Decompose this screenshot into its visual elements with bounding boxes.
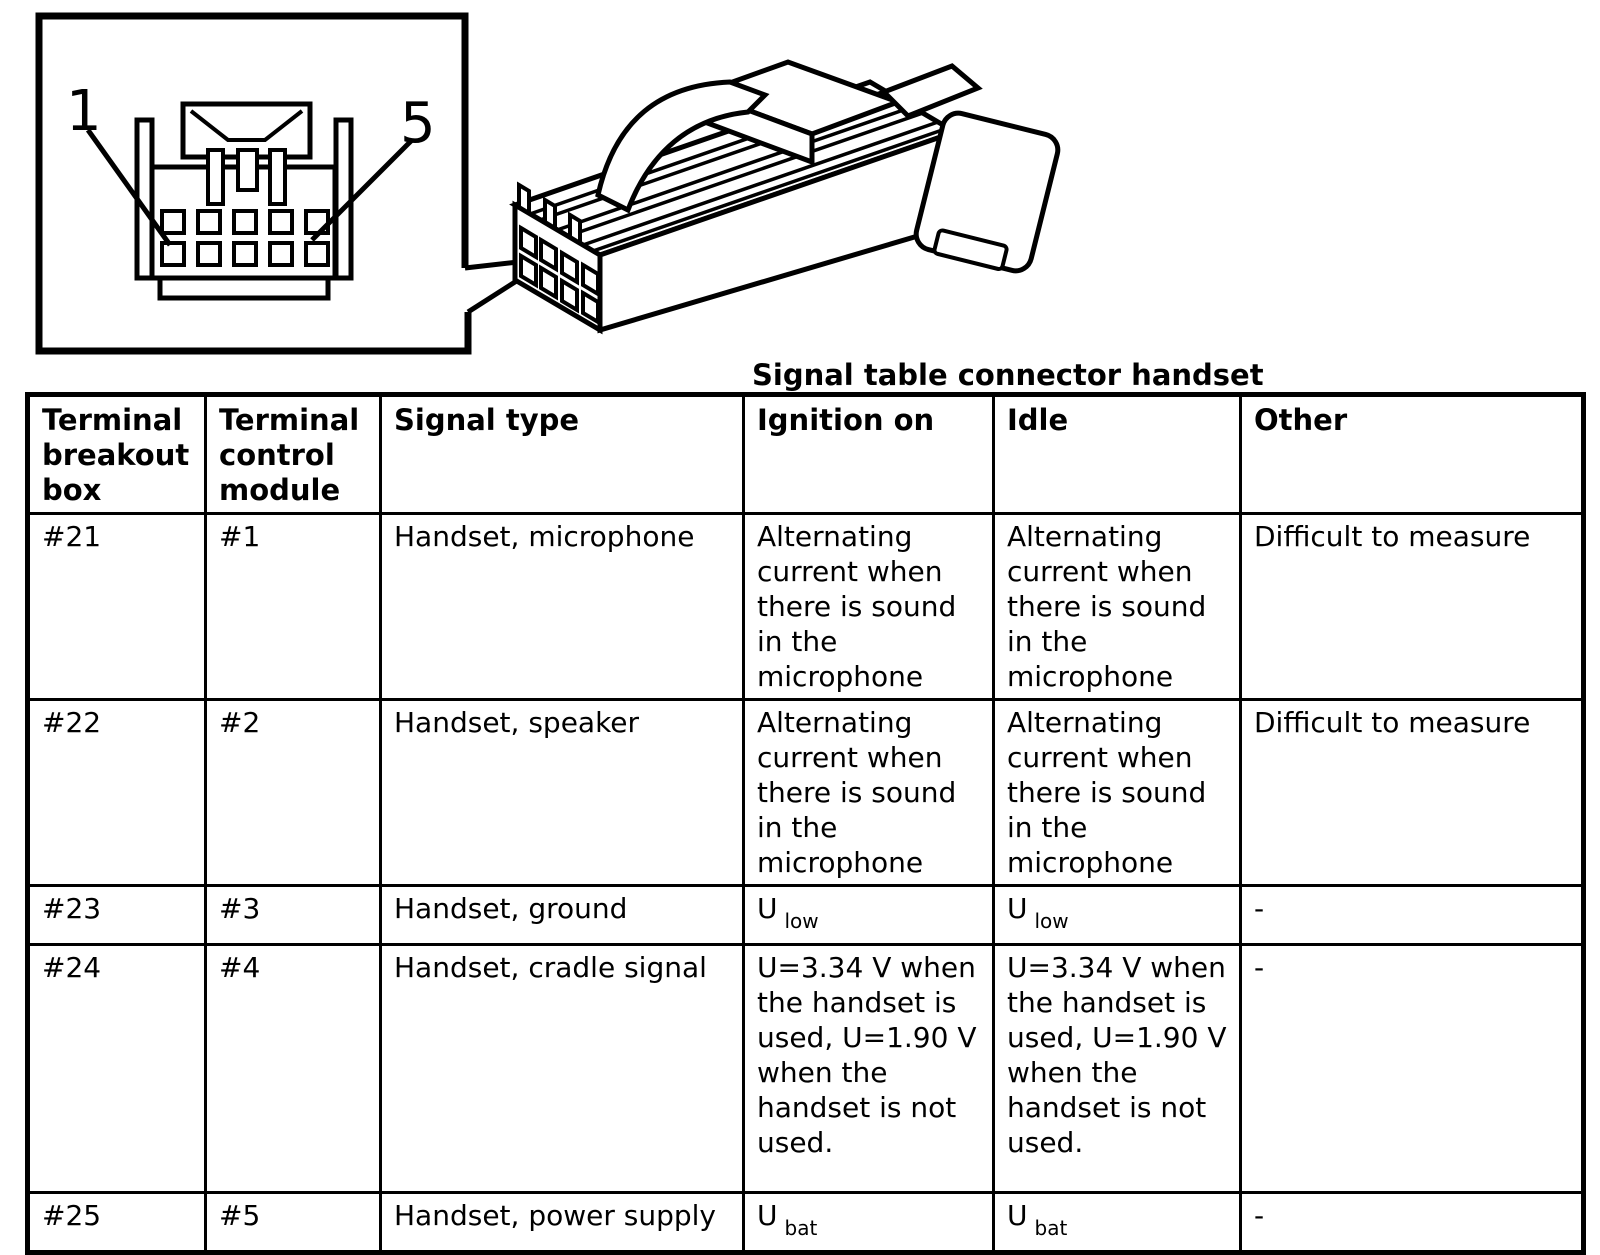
cell-breakout: #25 (28, 1193, 206, 1253)
signal-table (25, 392, 1586, 1255)
cell-idle (994, 886, 1241, 945)
cell-signal-type: Handset, ground (381, 886, 744, 945)
cell-ignition-on (744, 886, 994, 945)
table-title: Signal table connector handset (752, 358, 1264, 392)
u-subscript: bat (1034, 1216, 1068, 1240)
cell-signal-type: Handset, power supply (381, 1193, 744, 1253)
cell-breakout: #24 (28, 945, 206, 1193)
cell-idle (994, 1193, 1241, 1253)
connector-3d-view (515, 62, 1061, 330)
cell-module: #5 (206, 1193, 381, 1253)
cell-ignition-on: Alternating current when there is sound in the microphone (744, 514, 994, 700)
cell-signal-type: Handset, cradle signal (381, 945, 744, 1193)
header-row (28, 395, 1584, 514)
cell-module: #3 (206, 886, 381, 945)
table-row (28, 886, 1584, 945)
u-subscript: bat (784, 1216, 818, 1240)
table-row (28, 945, 1584, 1193)
col-header-terminal-breakout-box: Terminal breakout box (28, 395, 206, 514)
cell-other: - (1241, 945, 1584, 1193)
u-subscript: low (784, 909, 819, 933)
table-row (28, 514, 1584, 700)
cell-other: Difficult to measure (1241, 514, 1584, 700)
cell-idle: Alternating current when there is sound in the microphone (994, 700, 1241, 886)
u-symbol: U (1007, 1199, 1028, 1232)
cell-ignition-on: U=3.34 V when the handset is used, U=1.90 V when the handset is not used. (744, 945, 994, 1193)
cell-ignition-on (744, 1193, 994, 1253)
table-row (28, 700, 1584, 886)
cell-signal-type: Handset, speaker (381, 700, 744, 886)
cell-breakout: #21 (28, 514, 206, 700)
rear-tab (884, 66, 978, 116)
col-header-terminal-control-module: Terminal control module (206, 395, 381, 514)
col-header-idle: Idle (994, 395, 1241, 514)
table-row (28, 1193, 1584, 1253)
pin-label-5: 5 (400, 91, 436, 156)
cell-idle: Alternating current when there is sound in the microphone (994, 514, 1241, 700)
connector-figure (0, 0, 1600, 358)
cell-other: - (1241, 1193, 1584, 1253)
cell-idle: U=3.34 V when the handset is used, U=1.90 V when the handset is not used. (994, 945, 1241, 1193)
u-symbol: U (757, 892, 778, 925)
u-subscript: low (1034, 909, 1069, 933)
front-base (160, 278, 328, 298)
cell-breakout: #22 (28, 700, 206, 886)
cell-ignition-on: Alternating current when there is sound in the microphone (744, 700, 994, 886)
u-symbol: U (757, 1199, 778, 1232)
cell-other: Difficult to measure (1241, 700, 1584, 886)
connector-front-view (137, 104, 351, 298)
front-right-rail (336, 120, 351, 278)
pin-label-1: 1 (66, 79, 102, 144)
cell-module: #4 (206, 945, 381, 1193)
cell-signal-type: Handset, microphone (381, 514, 744, 700)
cell-breakout: #23 (28, 886, 206, 945)
col-header-ignition-on: Ignition on (744, 395, 994, 514)
u-symbol: U (1007, 892, 1028, 925)
connector-figure-area (0, 0, 1600, 358)
col-header-signal-type: Signal type (381, 395, 744, 514)
cell-module: #2 (206, 700, 381, 886)
col-header-other: Other (1241, 395, 1584, 514)
cell-module: #1 (206, 514, 381, 700)
cell-other: - (1241, 886, 1584, 945)
